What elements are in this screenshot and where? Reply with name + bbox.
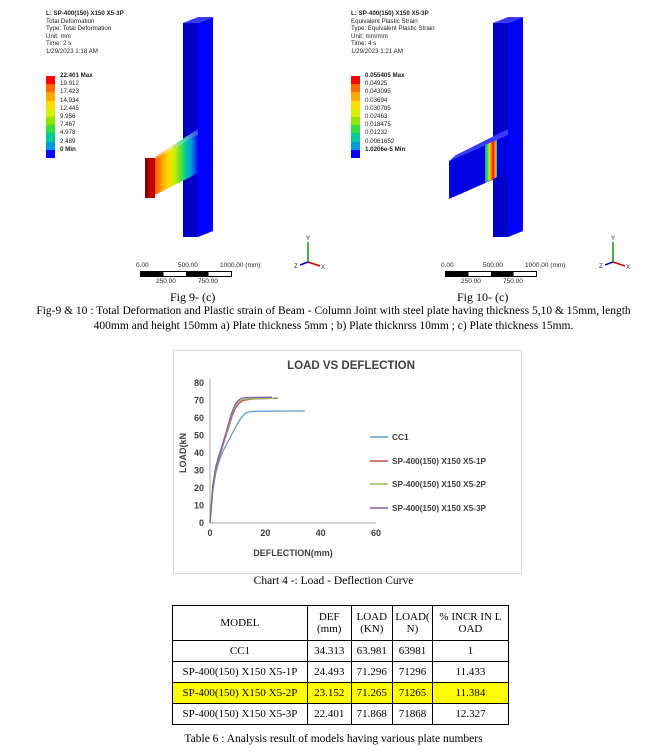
legend-label: 12.445 [60,104,79,112]
scale-label: 750.00 [503,278,523,285]
legend-swatch [351,117,360,125]
fig10-axis-triad [597,232,633,272]
chart-title: LOAD VS DEFLECTION [287,360,415,372]
legend-label: 7.467 [60,121,76,129]
legend-swatch [351,125,360,133]
fig10-meta [351,10,435,56]
y-tick-label: 20 [193,483,204,493]
table-cell: CC1 [173,641,308,662]
fig9-caption: Fig 9- (c) [170,290,216,304]
legend-label: 0.030785 [365,104,391,112]
fig10-panel [345,10,645,304]
table-cell: 71296 [393,662,433,683]
chart-caption: Chart 4 -: Load - Deflection Curve [253,575,414,587]
scale-label: 1000.00 (mm) [220,262,261,269]
fig9-meta-line: Unit: mm [46,32,71,40]
scale-label: 750.00 [198,278,218,285]
scale-label: 500.00 [178,262,198,269]
table-row-highlighted [173,683,509,704]
fig9-meta-line: Total Deformation [46,17,95,25]
table-cell: SP-400(150) X150 X5-3P [173,704,308,725]
figure-caption-line1: Fig-9 & 10 : Total Deformation and Plastic strain of Beam - Column Joint with steel plate having thickness 5,10 & 15mm, length [36,305,631,317]
table-cell: 63981 [393,641,433,662]
scale-label: 500.00 [483,262,503,269]
legend-label: 22.401 Max [60,72,93,79]
axis-y-label: Y [611,236,616,242]
x-tick-label: 40 [315,528,326,538]
legend-entry-2: SP-400(150) X150 X5-1P [392,456,487,466]
scale-bar-graphic [445,271,537,277]
fig9-color-legend [46,72,126,160]
header-cell: DEF (mm) [307,606,351,641]
strain-band [485,140,497,183]
legend-swatch [351,76,360,84]
axis-x-label: X [321,265,326,271]
fig9-meta [46,10,124,56]
header-cell: LOAD( N) [393,606,433,641]
table-cell: 23.152 [307,683,351,704]
fig9-meta-line: Time: 2 s [46,40,72,48]
axis-y-label: Y [306,236,311,242]
legend-row [46,104,106,117]
legend-label: 0.04925 [365,80,388,88]
legend-swatch [46,133,55,141]
legend-swatch [351,101,360,109]
fig9-scale-bar [136,262,286,288]
legend-row [46,121,106,133]
series-line-2 [210,398,278,523]
legend-entry-3: SP-400(150) X150 X5-2P [392,479,487,489]
legend-swatch [351,84,360,92]
table-row [173,641,509,662]
legend-label: 0.02463 [365,113,388,120]
axis-z-label: Z [294,264,298,270]
legend-row [46,129,106,141]
fig9-panel [40,10,330,304]
y-tick-label: 30 [193,465,204,476]
fig10-scale-bar [441,262,591,288]
results-table [172,605,509,725]
figure-caption [0,304,667,334]
legend-row [46,137,106,150]
fig10-color-legend [351,72,431,160]
y-tick-label: 10 [193,500,204,511]
legend-swatch [46,76,55,84]
legend-label: 17.423 [60,88,79,96]
y-tick-label: 50 [193,430,204,441]
legend-label: 9.956 [60,113,76,120]
table-cell: SP-400(150) X150 X5-1P [173,662,308,683]
x-tick-label: 0 [207,528,213,538]
legend-swatch [46,84,55,92]
column-front [493,23,508,237]
figure-caption-line2: 400mm and height 150mm a) Plate thickness 5mm ; b) Plate thicknrss 10mm ; c) Plate thickness 15mm. [93,320,574,332]
legend-swatch [351,92,360,100]
fig9-meta-line: L: SP-400(150) X150 X5-3P [46,10,124,17]
fig9-meta-line: Type: Total Deformation [46,25,112,33]
fig9-axis-triad [292,232,328,272]
x-tick-label: 20 [260,528,271,538]
x-tick-label: 60 [370,528,382,538]
legend-swatch [351,142,360,150]
legend-swatch [351,109,360,117]
axis-z-label: Z [599,264,603,270]
legend-label: 2.489 [60,137,76,145]
table-cell: SP-400(150) X150 X5-2P [173,683,308,704]
table-cell: 71868 [393,704,433,725]
y-axis-title: LOAD(kN [178,433,188,473]
fig10-caption: Fig 10- (c) [457,290,509,304]
scale-label: 0.00 [441,262,454,269]
table-cell: 71.868 [351,704,393,725]
fig10-meta-line: 1/29/2023 1:21 AM [351,47,403,55]
fig10-meta-line: Type: Equivalent Plastic Strain [351,25,435,33]
table-cell: 22.401 [307,704,351,725]
legend-label: 14.934 [60,96,79,104]
table-cell: 12.327 [432,704,508,725]
legend-swatch [46,125,55,133]
legend-row [46,145,106,158]
column-front [183,23,198,237]
scale-label: 1000.00 (mm) [525,262,566,269]
table-cell: 63.981 [351,641,393,662]
axis-x-label: X [626,265,631,271]
legend-entry-1: CC1 [392,432,409,442]
legend-entry-4: SP-400(150) X150 X5-3P [392,503,487,513]
y-tick-label: 0 [198,518,204,528]
legend-swatch [46,117,55,125]
column-side [198,17,213,237]
legend-row [46,113,106,125]
legend-label: 0.055405 Max [365,72,405,79]
legend-label: 4.978 [60,129,76,137]
table-cell: 71.265 [351,683,393,704]
table-header-row [173,606,509,641]
fig10-meta-line: Equivalent Plastic Strain [351,17,418,25]
y-tick-label: 40 [193,448,204,458]
fig10-meta-line: Unit: mm/mm [351,32,388,40]
table-cell: 71.296 [351,662,393,683]
legend-row [351,145,411,158]
legend-label: 0.03694 [365,96,388,104]
legend-label: 0.043095 [365,88,391,96]
legend-label: 0 Min [60,145,76,153]
fig9-model-render [135,15,255,240]
legend-swatch [46,150,55,158]
legend-label: 0.018475 [365,121,391,129]
scale-label: 0.00 [136,262,149,269]
column-side [508,17,523,237]
x-axis-title: DEFLECTION(mm) [253,548,333,558]
legend-label: 19.912 [60,80,79,88]
load-deflection-chart [173,350,522,574]
header-cell: MODEL [173,606,308,641]
table-cell: 71265 [393,683,433,704]
scale-label: 250.00 [156,278,176,285]
fig10-meta-line: Time: 4 s [351,40,377,48]
table-cell: 1 [432,641,508,662]
header-cell: LOAD (KN) [351,606,393,641]
fig10-meta-line: L: SP-400(150) X150 X5-3P [351,10,429,17]
scale-bar-graphic [140,271,232,277]
legend-swatch [351,133,360,141]
table-row [173,704,509,725]
legend-swatch [351,150,360,158]
table-cell: 11.384 [432,683,508,704]
table-cell: 11.433 [432,662,508,683]
legend-label: 1.0206e-5 Min [365,145,406,153]
table-cell: 34.313 [307,641,351,662]
legend-swatch [46,142,55,150]
y-tick-label: 70 [193,395,204,406]
table-row [173,662,509,683]
scale-label: 250.00 [461,278,481,285]
legend-swatch [46,109,55,117]
table-caption: Table 6 : Analysis result of models having various plate numbers [184,733,483,745]
legend-swatch [46,92,55,100]
legend-label: 0.0061652 [365,137,395,145]
legend-label: 0.01232 [365,129,388,137]
chart-svg [174,351,521,573]
y-tick-label: 60 [193,413,204,423]
fig9-meta-line: 1/29/2023 1:18 AM [46,47,98,55]
y-tick-label: 80 [193,378,204,388]
table-cell: 24.493 [307,662,351,683]
series-line-1 [210,411,305,523]
legend-swatch [46,101,55,109]
fig10-model-render [445,15,565,240]
header-cell: % INCR IN L OAD [432,606,508,641]
